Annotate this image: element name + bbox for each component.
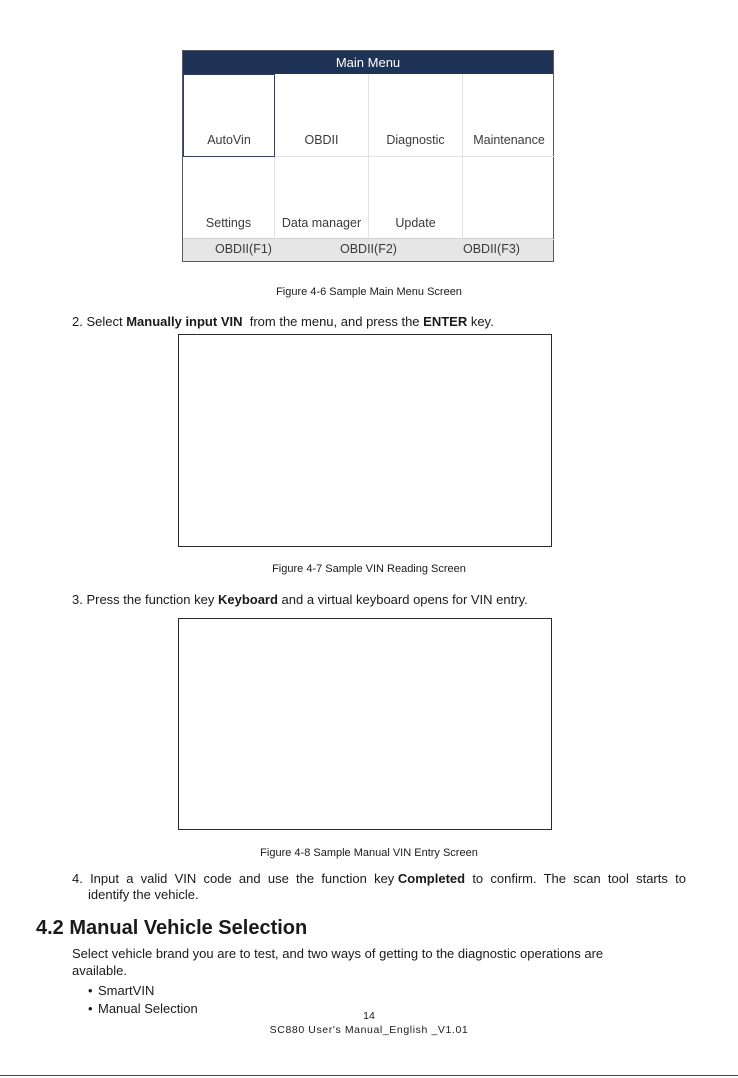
step-2: 2. Select Manually input VIN from the menu, and press the ENTER key. [72, 314, 494, 329]
step-3: 3. Press the function key Keyboard and a virtual keyboard opens for VIN entry. [72, 592, 528, 607]
section-heading: 4.2 Manual Vehicle Selection [36, 917, 308, 939]
menu-item-update[interactable]: Update [369, 157, 463, 240]
bullet-icon: • [88, 983, 93, 998]
figure-caption-4-6: Figure 4-6 Sample Main Menu Screen [276, 286, 462, 298]
bottom-rule [0, 1075, 738, 1076]
page-number: 14 [363, 1010, 375, 1022]
function-key-f2[interactable]: OBDII(F2) [340, 242, 397, 256]
figure-caption-4-8: Figure 4-8 Sample Manual VIN Entry Screen [260, 847, 478, 859]
section-intro-line-1: Select vehicle brand you are to test, and two ways of getting to the diagnostic operations are [72, 946, 604, 961]
step-4-line-1: 4. Input a valid VIN code and use the function key Completed to confirm. The scan tool starts to [72, 871, 686, 886]
manual-vin-entry-screen [178, 618, 552, 830]
manual-footer: SC880 User's Manual_English _V1.01 [269, 1024, 469, 1036]
menu-item-maintenance[interactable]: Maintenance [463, 74, 555, 157]
menu-item-data-manager[interactable]: Data manager [275, 157, 369, 240]
function-key-f1[interactable]: OBDII(F1) [215, 242, 272, 256]
vin-reading-screen [178, 334, 552, 547]
figure-caption-4-7: Figure 4-7 Sample VIN Reading Screen [272, 563, 466, 575]
main-menu-grid [183, 74, 553, 240]
menu-item-autovin[interactable]: AutoVin [183, 74, 275, 157]
step-4-line-2: identify the vehicle. [88, 887, 199, 902]
menu-item-obdii[interactable]: OBDII [275, 74, 369, 157]
menu-item-settings[interactable]: Settings [183, 157, 275, 240]
menu-item-diagnostic[interactable]: Diagnostic [369, 74, 463, 157]
bullet-item: • SmartVIN [88, 983, 155, 998]
function-key-bar [183, 238, 553, 261]
function-key-f3[interactable]: OBDII(F3) [463, 242, 520, 256]
section-intro-line-2: available. [72, 963, 127, 978]
menu-item-empty [463, 157, 555, 240]
main-menu-title: Main Menu [183, 51, 553, 74]
bullet-icon: • [88, 1001, 93, 1016]
main-menu-screen [182, 50, 554, 262]
bullet-item: • Manual Selection [88, 1001, 198, 1016]
